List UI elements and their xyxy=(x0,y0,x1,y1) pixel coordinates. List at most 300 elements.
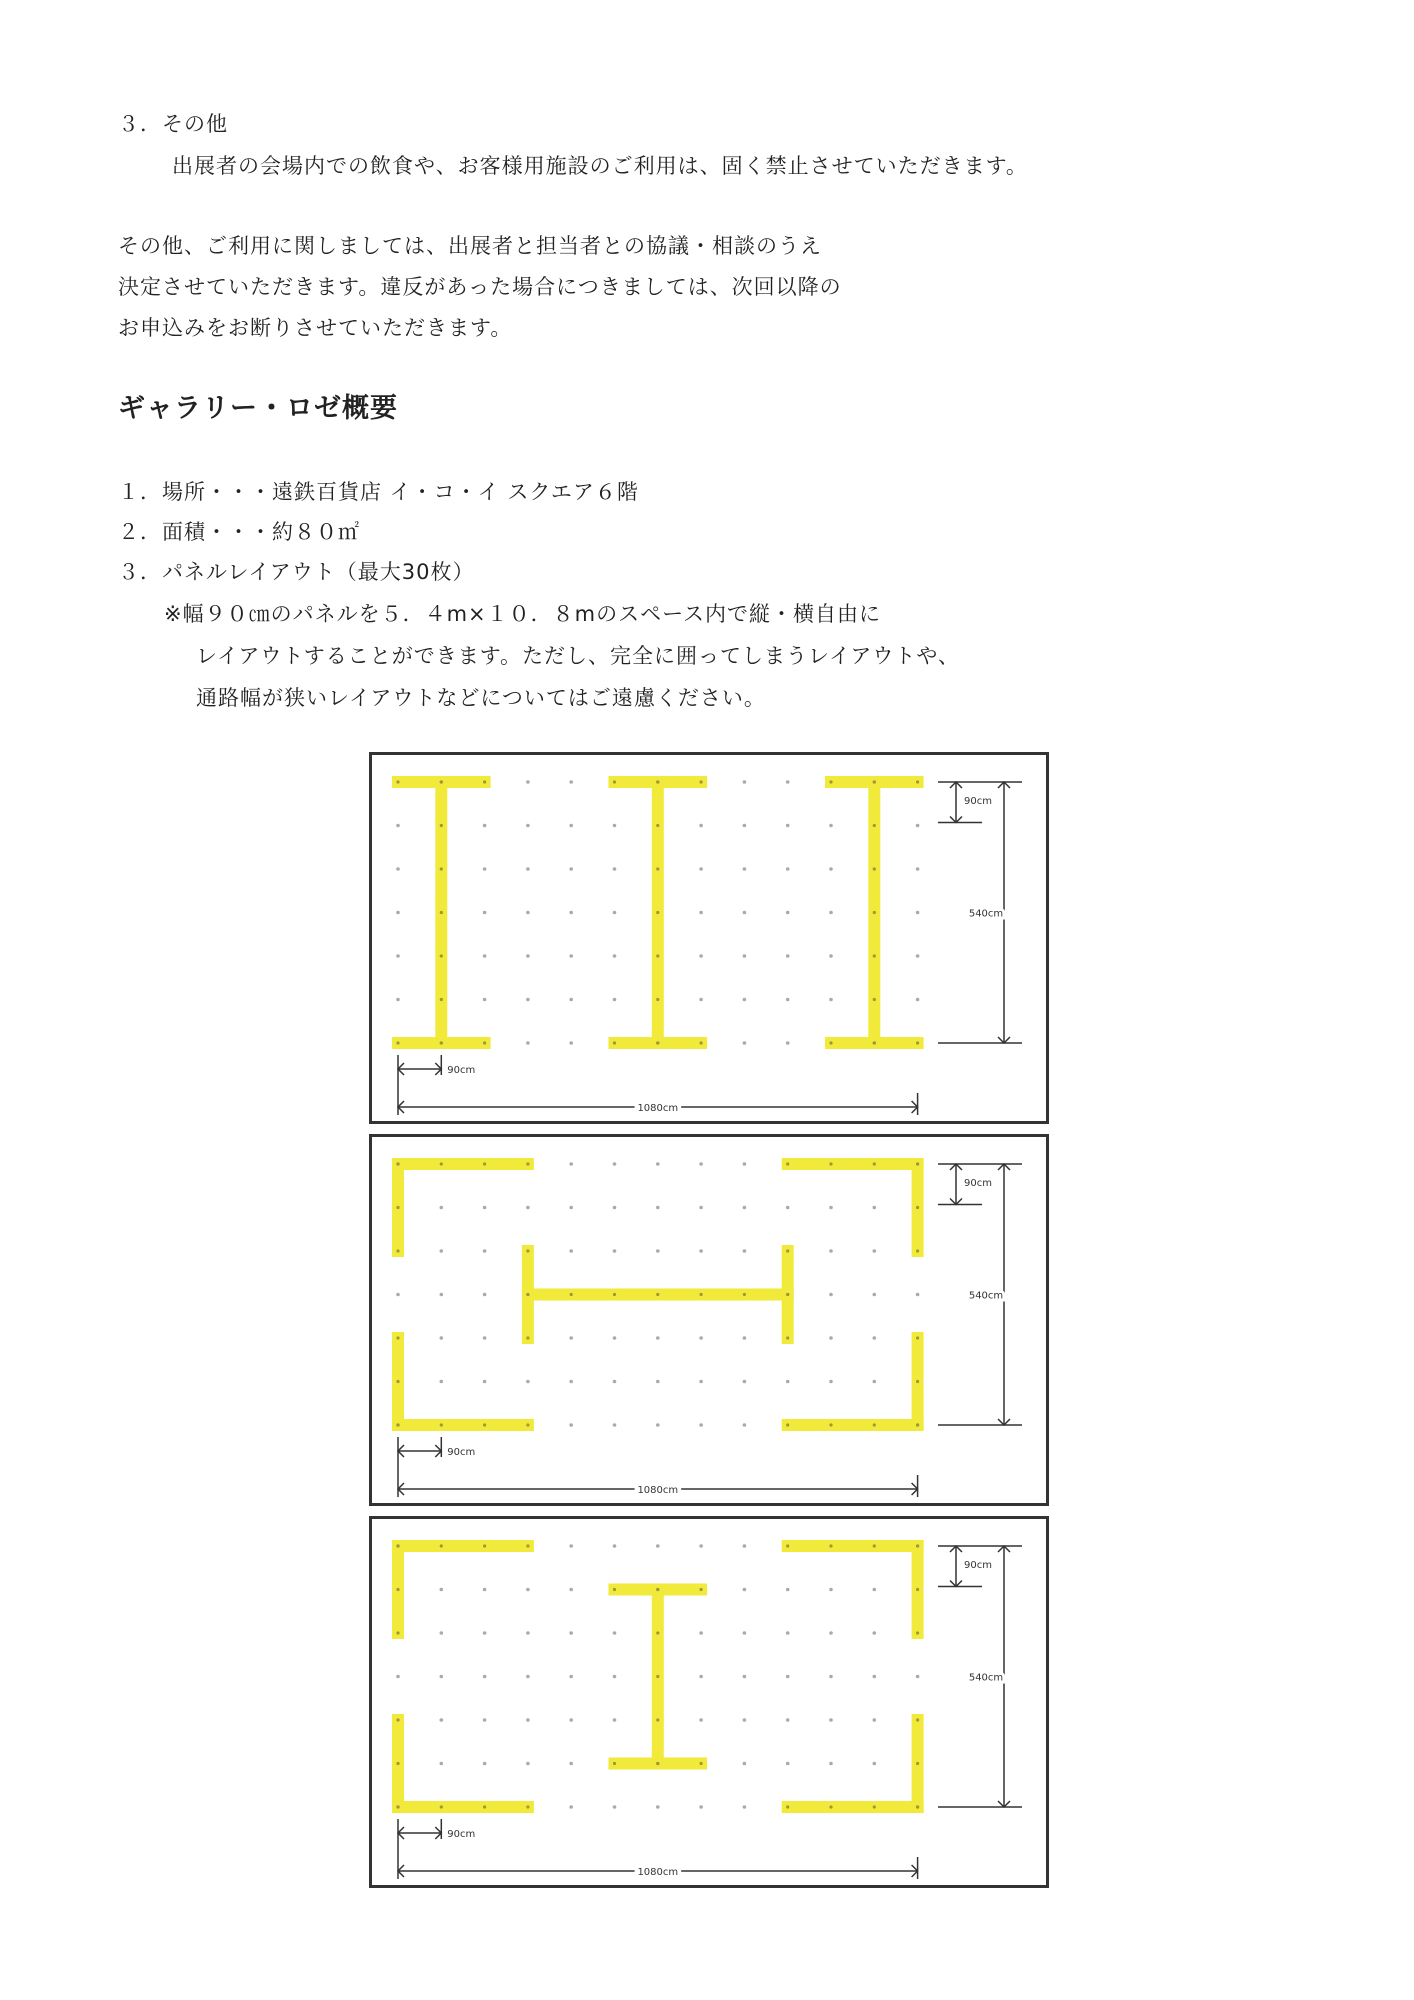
grid-dot xyxy=(743,780,747,784)
grid-dot xyxy=(483,1718,487,1722)
panel-joint xyxy=(916,1423,919,1426)
grid-dot xyxy=(613,1162,617,1166)
grid-dot xyxy=(829,867,833,871)
overview-item-layout: ３．パネルレイアウト（最大30枚） xyxy=(118,560,475,584)
grid-dot xyxy=(786,911,790,915)
panel-joint xyxy=(700,780,703,783)
grid-dot xyxy=(613,911,617,915)
panel-joint xyxy=(396,1380,399,1383)
grid-dot xyxy=(613,1206,617,1210)
grid-dot xyxy=(440,1293,444,1297)
grid-dot xyxy=(786,1588,790,1592)
panel-joint xyxy=(656,1675,659,1678)
label-width: 1080cm xyxy=(637,1485,679,1496)
overview-note-line-2: レイアウトすることができます。ただし、完全に囲ってしまうレイアウトや、 xyxy=(196,644,960,668)
grid-dot xyxy=(786,824,790,828)
grid-dot xyxy=(786,867,790,871)
grid-dot xyxy=(699,911,703,915)
label-gap: 90cm xyxy=(447,1447,476,1458)
panel-joint xyxy=(396,1162,399,1165)
grid-dot xyxy=(699,1631,703,1635)
grid-dot xyxy=(483,1249,487,1253)
overview-note-line-3: 通路幅が狭いレイアウトなどについてはご遠慮ください。 xyxy=(196,686,766,710)
grid-dot xyxy=(699,1162,703,1166)
grid-dot xyxy=(786,1718,790,1722)
grid-dot xyxy=(483,1631,487,1635)
grid-dot xyxy=(786,1041,790,1045)
grid-dot xyxy=(829,1718,833,1722)
grid-dot xyxy=(483,824,487,828)
grid-dot xyxy=(829,1631,833,1635)
panel-joint xyxy=(873,1162,876,1165)
label-gap: 90cm xyxy=(447,1065,476,1076)
panel-joint xyxy=(873,911,876,914)
grid-dot xyxy=(873,1380,877,1384)
grid-dot xyxy=(569,824,573,828)
panel-joint xyxy=(440,1041,443,1044)
grid-dot xyxy=(699,1423,703,1427)
panel-joint xyxy=(570,1293,573,1296)
panel-joint xyxy=(396,1206,399,1209)
panel-joint xyxy=(656,1718,659,1721)
grid-dot xyxy=(699,1544,703,1548)
grid-dot xyxy=(699,954,703,958)
panel-joint xyxy=(613,1293,616,1296)
grid-dot xyxy=(483,954,487,958)
grid-dot xyxy=(699,1249,703,1253)
panel-joint xyxy=(873,1805,876,1808)
panel-joint xyxy=(916,780,919,783)
panel-joint xyxy=(873,867,876,870)
grid-dot xyxy=(743,1675,747,1679)
grid-dot xyxy=(786,780,790,784)
grid-dot xyxy=(569,1336,573,1340)
grid-dot xyxy=(656,1544,660,1548)
grid-dot xyxy=(699,1380,703,1384)
panel-joint xyxy=(656,1762,659,1765)
grid-dot xyxy=(786,954,790,958)
grid-dot xyxy=(829,954,833,958)
label-height: 540cm xyxy=(968,1290,1004,1302)
label-panel-width: 90cm xyxy=(964,1178,992,1189)
layout-diagram-svg xyxy=(372,755,1046,1121)
panel-joint xyxy=(656,867,659,870)
panel-joint xyxy=(526,1162,529,1165)
panel-joint xyxy=(483,1423,486,1426)
panel-joint xyxy=(873,1423,876,1426)
grid-dot xyxy=(786,1631,790,1635)
grid-dot xyxy=(873,1336,877,1340)
panel-joint xyxy=(440,1805,443,1808)
grid-dot xyxy=(569,1675,573,1679)
overview-item-area: ２．面積・・・約８０㎡ xyxy=(118,520,360,544)
panel-joint xyxy=(656,1588,659,1591)
grid-dot xyxy=(829,911,833,915)
grid-dot xyxy=(569,1041,573,1045)
grid-dot xyxy=(569,1588,573,1592)
grid-dot xyxy=(483,1293,487,1297)
label-panel-width: 90cm xyxy=(964,796,992,807)
grid-dot xyxy=(613,1249,617,1253)
grid-dot xyxy=(829,824,833,828)
grid-dot xyxy=(569,954,573,958)
grid-dot xyxy=(656,1380,660,1384)
panel-joint xyxy=(440,911,443,914)
panel-joint xyxy=(396,1805,399,1808)
grid-dot xyxy=(526,1631,530,1635)
grid-dot xyxy=(526,1588,530,1592)
grid-dot xyxy=(526,1380,530,1384)
grid-dot xyxy=(613,1718,617,1722)
grid-dot xyxy=(829,1380,833,1384)
grid-dot xyxy=(743,1206,747,1210)
grid-dot xyxy=(569,1380,573,1384)
panel-joint xyxy=(526,1249,529,1252)
grid-dot xyxy=(569,998,573,1002)
grid-dot xyxy=(743,1805,747,1809)
grid-dot xyxy=(396,1675,400,1679)
grid-dot xyxy=(786,1762,790,1766)
grid-dot xyxy=(526,1041,530,1045)
panel-joint xyxy=(396,1588,399,1591)
panel-joint xyxy=(916,1336,919,1339)
grid-dot xyxy=(743,824,747,828)
panel-joint xyxy=(873,954,876,957)
panel-joint xyxy=(483,1544,486,1547)
grid-dot xyxy=(873,1631,877,1635)
grid-dot xyxy=(483,1675,487,1679)
grid-dot xyxy=(656,1423,660,1427)
grid-dot xyxy=(526,1675,530,1679)
panel-joint xyxy=(483,780,486,783)
notice-line-1: その他、ご利用に関しましては、出展者と担当者との協議・相談のうえ xyxy=(118,234,822,258)
grid-dot xyxy=(786,998,790,1002)
grid-dot xyxy=(613,954,617,958)
grid-dot xyxy=(440,1336,444,1340)
grid-dot xyxy=(613,998,617,1002)
grid-dot xyxy=(699,998,703,1002)
panel-joint xyxy=(396,1249,399,1252)
panel-joint xyxy=(483,1162,486,1165)
notice-line-2: 決定させていただきます。違反があった場合につきましては、次回以降の xyxy=(118,275,842,299)
grid-dot xyxy=(656,1249,660,1253)
grid-dot xyxy=(743,1162,747,1166)
grid-dot xyxy=(916,954,920,958)
panel-joint xyxy=(786,1544,789,1547)
grid-dot xyxy=(743,1631,747,1635)
grid-dot xyxy=(526,1718,530,1722)
grid-dot xyxy=(613,1805,617,1809)
grid-dot xyxy=(916,1293,920,1297)
panel-joint xyxy=(396,1423,399,1426)
layout-diagram-1 xyxy=(369,752,1049,1124)
grid-dot xyxy=(613,1675,617,1679)
panel-joint xyxy=(656,954,659,957)
panel-joint xyxy=(656,1041,659,1044)
grid-dot xyxy=(656,1206,660,1210)
grid-dot xyxy=(743,1380,747,1384)
panel-joint xyxy=(916,1380,919,1383)
panel-joint xyxy=(526,1293,529,1296)
panel-joint xyxy=(916,1162,919,1165)
panel-joint xyxy=(440,867,443,870)
section-body-other: 出展者の会場内での飲食や、お客様用施設のご利用は、固く禁止させていただきます。 xyxy=(172,154,1028,178)
grid-dot xyxy=(699,1206,703,1210)
grid-dot xyxy=(396,824,400,828)
overview-title: ギャラリー・ロゼ概要 xyxy=(118,393,398,424)
grid-dot xyxy=(656,1162,660,1166)
label-panel-width: 90cm xyxy=(964,1560,992,1571)
panel-joint xyxy=(483,1041,486,1044)
grid-dot xyxy=(829,1293,833,1297)
panel-joint xyxy=(916,1631,919,1634)
grid-dot xyxy=(613,1544,617,1548)
grid-dot xyxy=(829,1336,833,1340)
grid-dot xyxy=(440,1631,444,1635)
grid-dot xyxy=(526,911,530,915)
grid-dot xyxy=(916,867,920,871)
grid-dot xyxy=(829,1675,833,1679)
panel-joint xyxy=(440,1544,443,1547)
panel-joint xyxy=(483,1805,486,1808)
panel-joint xyxy=(700,1762,703,1765)
grid-dot xyxy=(440,1718,444,1722)
grid-dot xyxy=(873,1675,877,1679)
layout-diagram-svg xyxy=(372,1519,1046,1885)
grid-dot xyxy=(440,1675,444,1679)
panel-joint xyxy=(873,1544,876,1547)
panel-joint xyxy=(786,1423,789,1426)
panel-joint xyxy=(526,1544,529,1547)
grid-dot xyxy=(526,1762,530,1766)
panel-joint xyxy=(440,780,443,783)
panel-joint xyxy=(396,1762,399,1765)
panel-joint xyxy=(700,1293,703,1296)
grid-dot xyxy=(483,1380,487,1384)
grid-dot xyxy=(656,1805,660,1809)
grid-dot xyxy=(483,1762,487,1766)
layout-diagram-3 xyxy=(369,1516,1049,1888)
notice-line-3: お申込みをお断りさせていただきます。 xyxy=(118,316,513,340)
grid-dot xyxy=(613,824,617,828)
grid-dot xyxy=(569,1162,573,1166)
grid-dot xyxy=(656,1336,660,1340)
panel-joint xyxy=(613,1762,616,1765)
panel-joint xyxy=(786,1805,789,1808)
grid-dot xyxy=(743,1336,747,1340)
grid-dot xyxy=(396,911,400,915)
panel-joint xyxy=(700,1588,703,1591)
panel-joint xyxy=(700,1041,703,1044)
panel-joint xyxy=(916,1249,919,1252)
label-height: 540cm xyxy=(968,1672,1004,1684)
grid-dot xyxy=(526,954,530,958)
panel-joint xyxy=(440,1423,443,1426)
panel-joint xyxy=(656,911,659,914)
panel-joint xyxy=(873,1041,876,1044)
panel-joint xyxy=(916,1762,919,1765)
grid-dot xyxy=(699,867,703,871)
panel-joint xyxy=(743,1293,746,1296)
grid-dot xyxy=(569,780,573,784)
grid-dot xyxy=(569,1206,573,1210)
grid-dot xyxy=(699,1336,703,1340)
grid-dot xyxy=(613,1380,617,1384)
grid-dot xyxy=(569,1544,573,1548)
panel-joint xyxy=(526,1336,529,1339)
grid-dot xyxy=(829,998,833,1002)
grid-dot xyxy=(873,1249,877,1253)
grid-dot xyxy=(440,1762,444,1766)
panel-joint xyxy=(873,824,876,827)
grid-dot xyxy=(916,911,920,915)
panel-joint xyxy=(396,1631,399,1634)
panel-joint xyxy=(613,1041,616,1044)
label-gap: 90cm xyxy=(447,1829,476,1840)
grid-dot xyxy=(743,1588,747,1592)
label-width: 1080cm xyxy=(637,1867,679,1878)
grid-dot xyxy=(569,1718,573,1722)
grid-dot xyxy=(526,867,530,871)
overview-note-line-1: ※幅９０㎝のパネルを５．４m×１０．８mのスペース内で縦・横自由に xyxy=(164,602,882,626)
grid-dot xyxy=(743,954,747,958)
panel-joint xyxy=(396,1718,399,1721)
grid-dot xyxy=(396,998,400,1002)
grid-dot xyxy=(483,1336,487,1340)
grid-dot xyxy=(440,1206,444,1210)
panel-joint xyxy=(829,1544,832,1547)
panel-joint xyxy=(656,1293,659,1296)
grid-dot xyxy=(396,954,400,958)
panel-joint xyxy=(916,1041,919,1044)
grid-dot xyxy=(440,1249,444,1253)
grid-dot xyxy=(829,1588,833,1592)
panel-joint xyxy=(916,1206,919,1209)
grid-dot xyxy=(569,867,573,871)
panel-joint xyxy=(786,1249,789,1252)
panel-joint xyxy=(440,824,443,827)
grid-dot xyxy=(396,867,400,871)
panel-joint xyxy=(916,1805,919,1808)
grid-dot xyxy=(699,1718,703,1722)
layout-diagram-svg xyxy=(372,1137,1046,1503)
grid-dot xyxy=(873,1718,877,1722)
grid-dot xyxy=(613,1423,617,1427)
grid-dot xyxy=(699,824,703,828)
grid-dot xyxy=(526,824,530,828)
grid-dot xyxy=(916,824,920,828)
grid-dot xyxy=(786,1380,790,1384)
label-width: 1080cm xyxy=(637,1103,679,1114)
panel-joint xyxy=(916,1588,919,1591)
grid-dot xyxy=(483,911,487,915)
panel-joint xyxy=(873,998,876,1001)
grid-dot xyxy=(440,1588,444,1592)
panel-joint xyxy=(829,780,832,783)
panel-joint xyxy=(656,824,659,827)
panel-joint xyxy=(786,1293,789,1296)
grid-dot xyxy=(569,1762,573,1766)
grid-dot xyxy=(569,911,573,915)
grid-dot xyxy=(569,1423,573,1427)
panel-joint xyxy=(916,1544,919,1547)
grid-dot xyxy=(743,1423,747,1427)
grid-dot xyxy=(743,1718,747,1722)
section-heading-other: ３．その他 xyxy=(118,112,228,136)
grid-dot xyxy=(743,1762,747,1766)
grid-dot xyxy=(786,1675,790,1679)
grid-dot xyxy=(743,998,747,1002)
grid-dot xyxy=(569,1249,573,1253)
grid-dot xyxy=(483,1206,487,1210)
grid-dot xyxy=(829,1206,833,1210)
panel-joint xyxy=(396,1544,399,1547)
grid-dot xyxy=(699,1675,703,1679)
grid-dot xyxy=(613,1631,617,1635)
panel-joint xyxy=(396,1336,399,1339)
grid-dot xyxy=(786,1206,790,1210)
panel-joint xyxy=(613,1588,616,1591)
grid-dot xyxy=(396,1293,400,1297)
panel-joint xyxy=(440,1162,443,1165)
grid-dot xyxy=(569,1805,573,1809)
panel-joint xyxy=(396,1041,399,1044)
grid-dot xyxy=(829,1762,833,1766)
panel-joint xyxy=(786,1336,789,1339)
grid-dot xyxy=(526,780,530,784)
panel-joint xyxy=(440,954,443,957)
grid-dot xyxy=(569,1631,573,1635)
grid-dot xyxy=(743,867,747,871)
grid-dot xyxy=(873,1588,877,1592)
panel-joint xyxy=(656,998,659,1001)
grid-dot xyxy=(526,1206,530,1210)
panel-joint xyxy=(396,780,399,783)
grid-dot xyxy=(873,1293,877,1297)
panel-joint xyxy=(656,780,659,783)
grid-dot xyxy=(916,998,920,1002)
panel-joint xyxy=(829,1423,832,1426)
panel-joint xyxy=(786,1162,789,1165)
grid-dot xyxy=(483,998,487,1002)
grid-dot xyxy=(699,1805,703,1809)
grid-dot xyxy=(483,1588,487,1592)
grid-dot xyxy=(743,1249,747,1253)
grid-dot xyxy=(829,1249,833,1253)
label-height: 540cm xyxy=(968,908,1004,920)
grid-dot xyxy=(483,867,487,871)
grid-dot xyxy=(613,867,617,871)
panel-joint xyxy=(613,780,616,783)
layout-diagram-2 xyxy=(369,1134,1049,1506)
grid-dot xyxy=(743,1544,747,1548)
panel-joint xyxy=(829,1162,832,1165)
grid-dot xyxy=(743,911,747,915)
panel-joint xyxy=(829,1041,832,1044)
panel-joint xyxy=(916,1718,919,1721)
panel-joint xyxy=(526,1805,529,1808)
panel-joint xyxy=(829,1805,832,1808)
panel-joint xyxy=(440,998,443,1001)
panel-joint xyxy=(526,1423,529,1426)
grid-dot xyxy=(873,1206,877,1210)
panel-joint xyxy=(656,1631,659,1634)
grid-dot xyxy=(613,1336,617,1340)
grid-dot xyxy=(743,1041,747,1045)
overview-item-location: １．場所・・・遠鉄百貨店 イ・コ・イ スクエア６階 xyxy=(118,480,639,504)
panel-joint xyxy=(873,780,876,783)
grid-dot xyxy=(916,1675,920,1679)
